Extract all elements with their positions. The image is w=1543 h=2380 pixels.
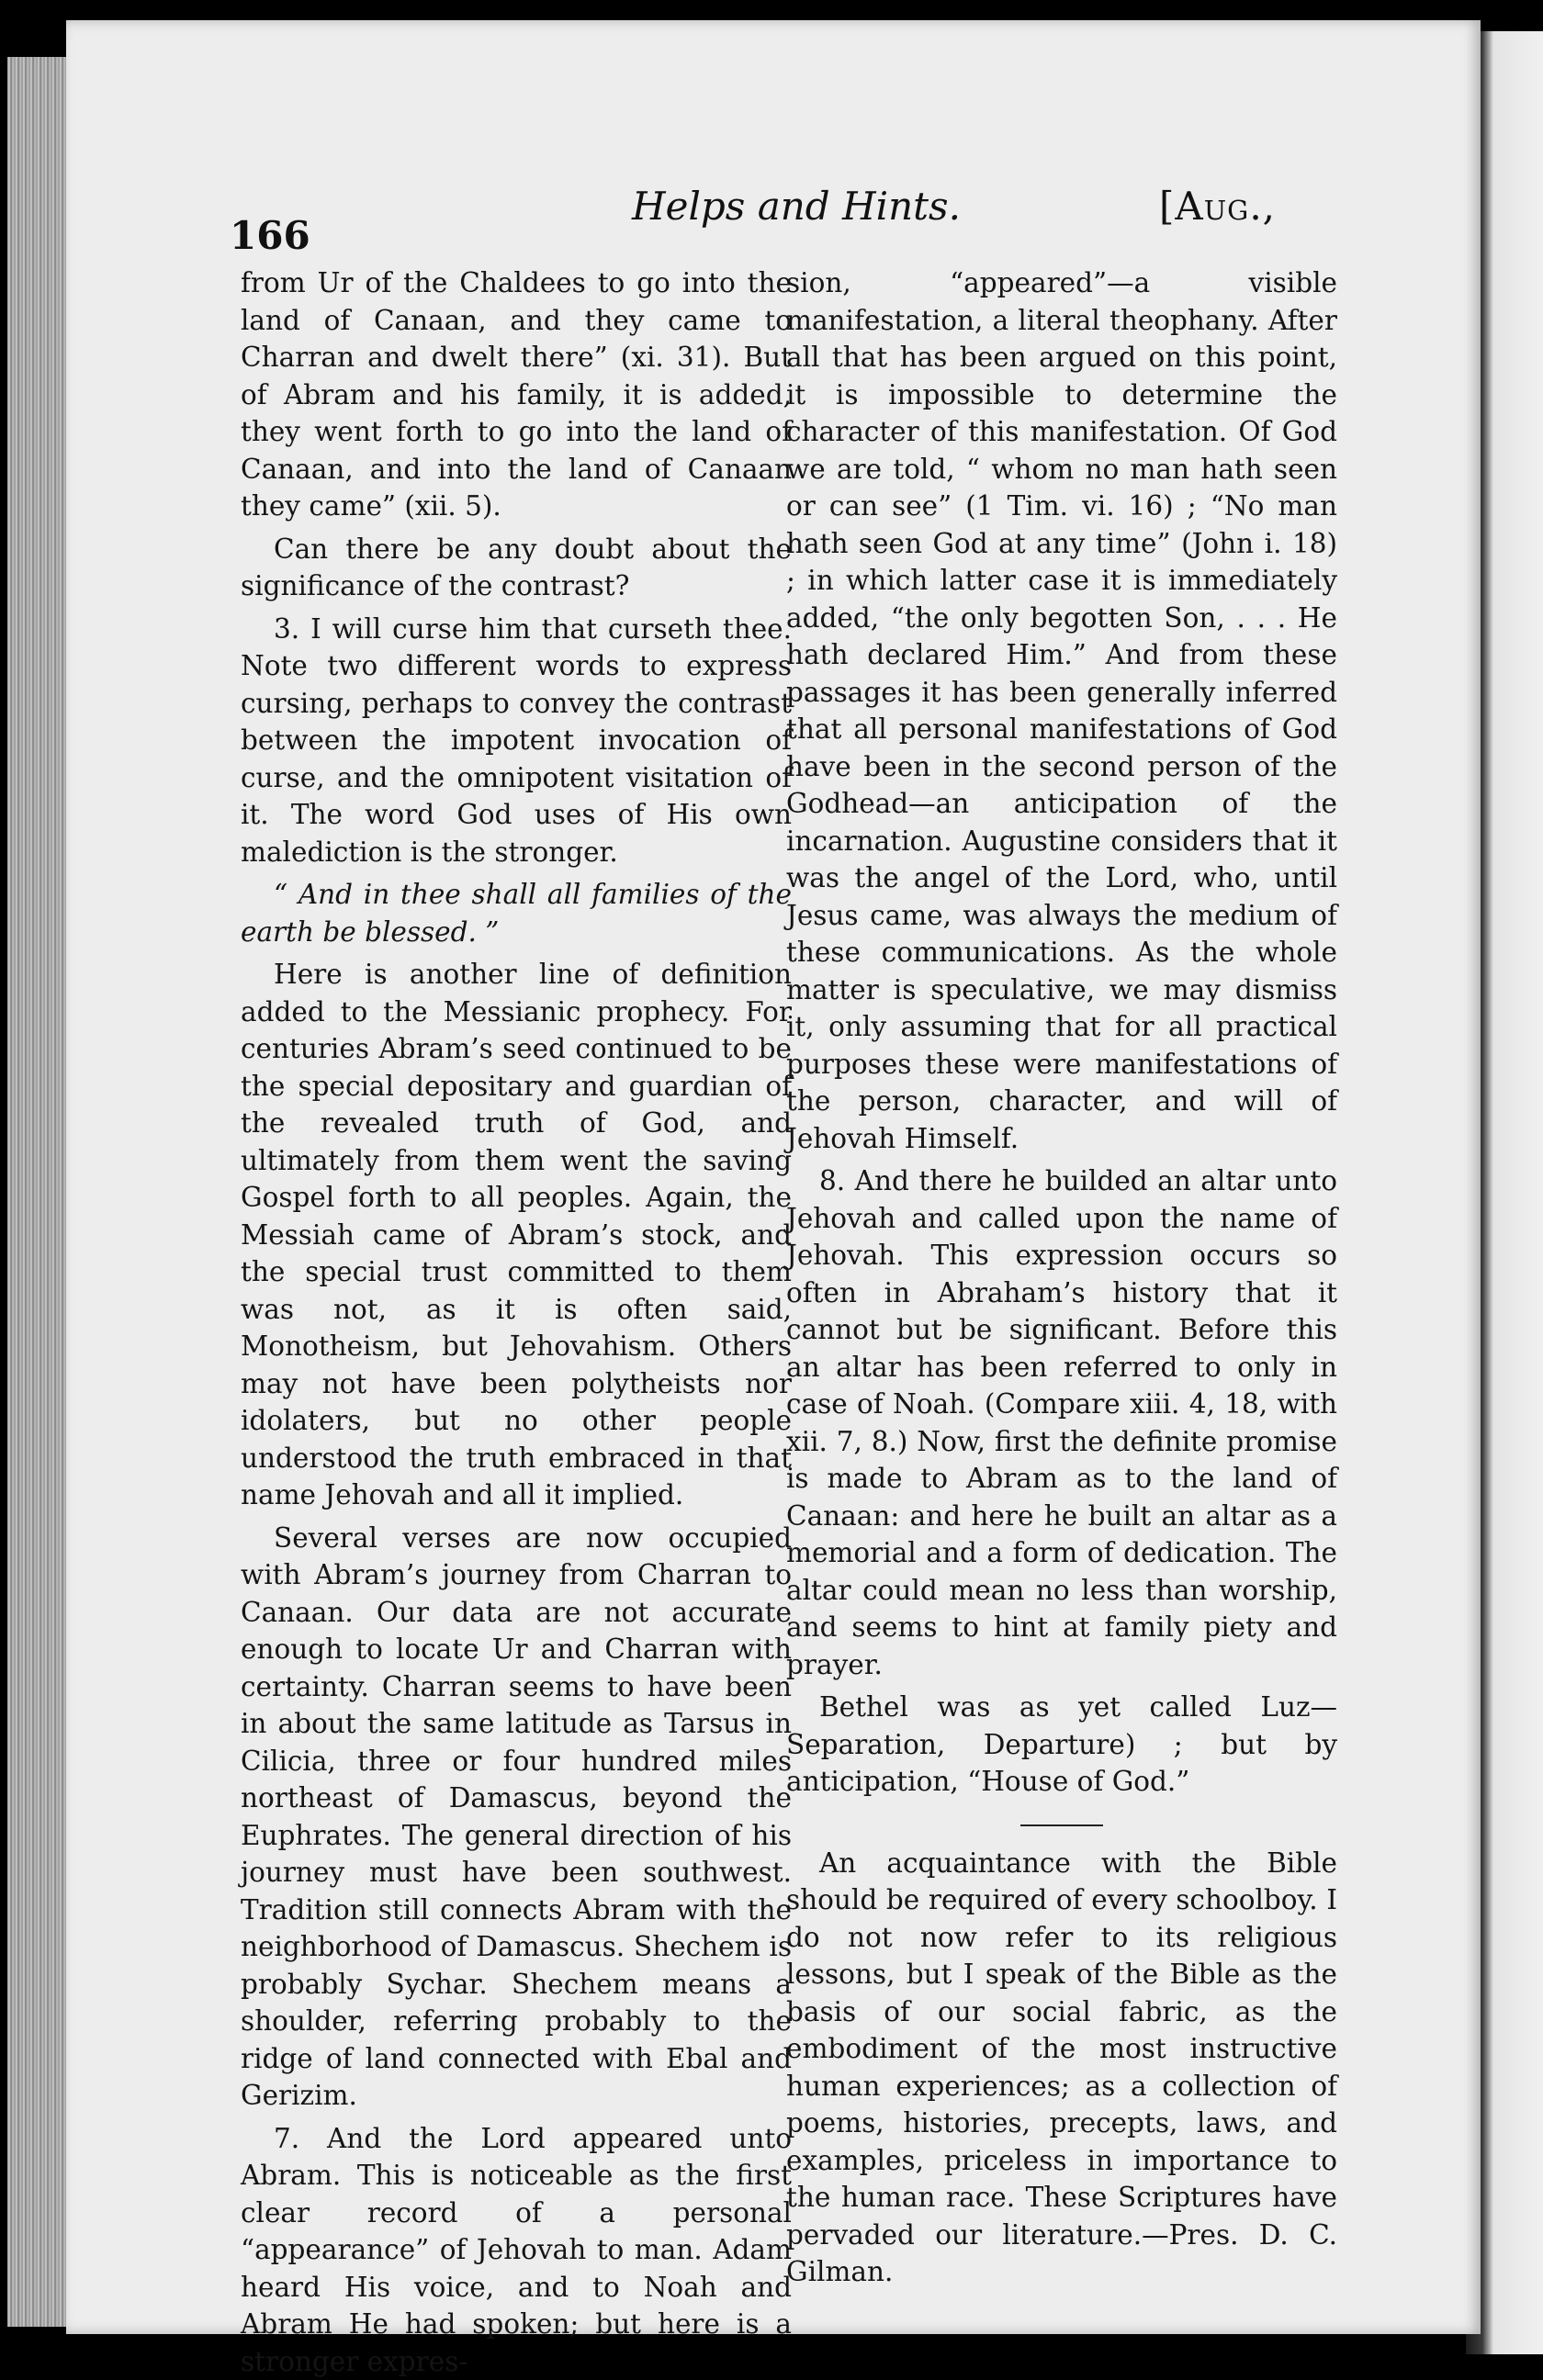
quotation: “ And in thee shall all families of the earth be blessed. ” [241,879,792,948]
paragraph: 7. And the Lord appeared unto Abram. This is noticeable as the first clear record of a personal “appearance” of Jehovah to man. Adam heard His voice, and to Noah and Abram He had spoken; but here is a stronger expres- [241,2122,792,2377]
running-title: Helps and Hints. [632,184,961,229]
paragraph: Here is another line of definition added to the Messianic prophecy. For centuries Abram’s seed continued to be the special depositary and guardian of the revealed truth of God, and ultimately from them went the saving Gospel forth to all peoples. Again, the Messiah came of Abram’s stock, and the special trust committed to them was not, as it is often said, Monotheism, but Jehovahism. Others may not have been polytheists nor idolaters, but no other people understood the truth embraced in that name Jehovah and all it implied. [241,959,792,1510]
paragraph: 8. And there he builded an altar unto Jehovah and called upon the name of Jehovah. This expression occurs so often in Abraham’s history that it cannot but be significant. Before this an altar has been referred to only in case of Noah. (Compare xiii. 4, 18, with xii. 7, 8.) Now, first the definite promise is made to Abram as to the land of Canaan: and here he built an altar as a memorial and a form of dedication. The altar could mean no less than worship, and seems to hint at family piety and prayer. [786,1165,1337,1680]
left-column [241,264,792,2380]
paragraph: Can there be any doubt about the significance of the contrast? [241,533,792,601]
paragraph: Several verses are now occupied with Abram’s journey from Charran to Canaan. Our data are not accurate enough to locate Ur and Charran with certainty. Charran seems to have been in about the same latitude as Tarsus in Cilicia, three or four hundred miles northeast of Damascus, beyond the Euphrates. The general direction of his journey must have been southwest. Tradition still connects Abram with the neighborhood of Damascus. Shechem is probably Sychar. Shechem means a shoulder, referring probably to the ridge of land connected with Ebal and Gerizim. [241,1521,792,2111]
section-mark: [Aug., [1159,184,1277,229]
book-page-edges [7,57,73,2327]
paragraph: Bethel was as yet called Luz—Separation, Departure) ; but by anticipation, “House of God.” [786,1691,1337,1797]
right-column [786,264,1337,2291]
paragraph: 3. I will curse him that curseth thee. Note two different words to express cursing, perhaps to convey the contrast between the impotent invocation of curse, and the omnipotent visitation of it. The word God uses of His own malediction is the stronger. [241,612,792,868]
page-number: 166 [230,213,310,258]
paragraph: sion, “appeared”—a visible manifestation, a literal theophany. After all that has been argued on this point, it is impossible to determine the character of this manifestation. Of God we are told, “ whom no man hath seen or can see” (1 Tim. vi. 16) ; “No man hath seen God at any time” (John i. 18) ; in which latter case it is immediately added, “the only begotten Son, . . . He hath declared Him.” And from these passages it has been generally inferred that all personal manifestations of God have been in the second person of the Godhead—an anticipation of the incarnation. Augustine considers that it was the angel of the Lord, who, until Jesus came, was always the medium of these communications. As the whole matter is speculative, we may dismiss it, only assuming that for all practical purposes these were manifestations of the person, character, and will of Jehovah Himself. [786,267,1337,1154]
section-divider [1020,1824,1103,1826]
paragraph: from Ur of the Chaldees to go into the land of Canaan, and they came to Charran and dwelt there” (xi. 31). But of Abram and his family, it is added, they went forth to go into the land of Canaan, and into the land of Canaan they came” (xii. 5). [241,267,792,522]
paragraph: An acquaintance with the Bible should be required of every schoolboy. I do not now refer to its religious lessons, but I speak of the Bible as the basis of our social fabric, as the embodiment of the most instructive human experiences; as a collection of poems, histories, precepts, laws, and examples, priceless in importance to the human race. These Scriptures have pervaded our literature.—Pres. D. C. Gilman. [786,1847,1337,2287]
